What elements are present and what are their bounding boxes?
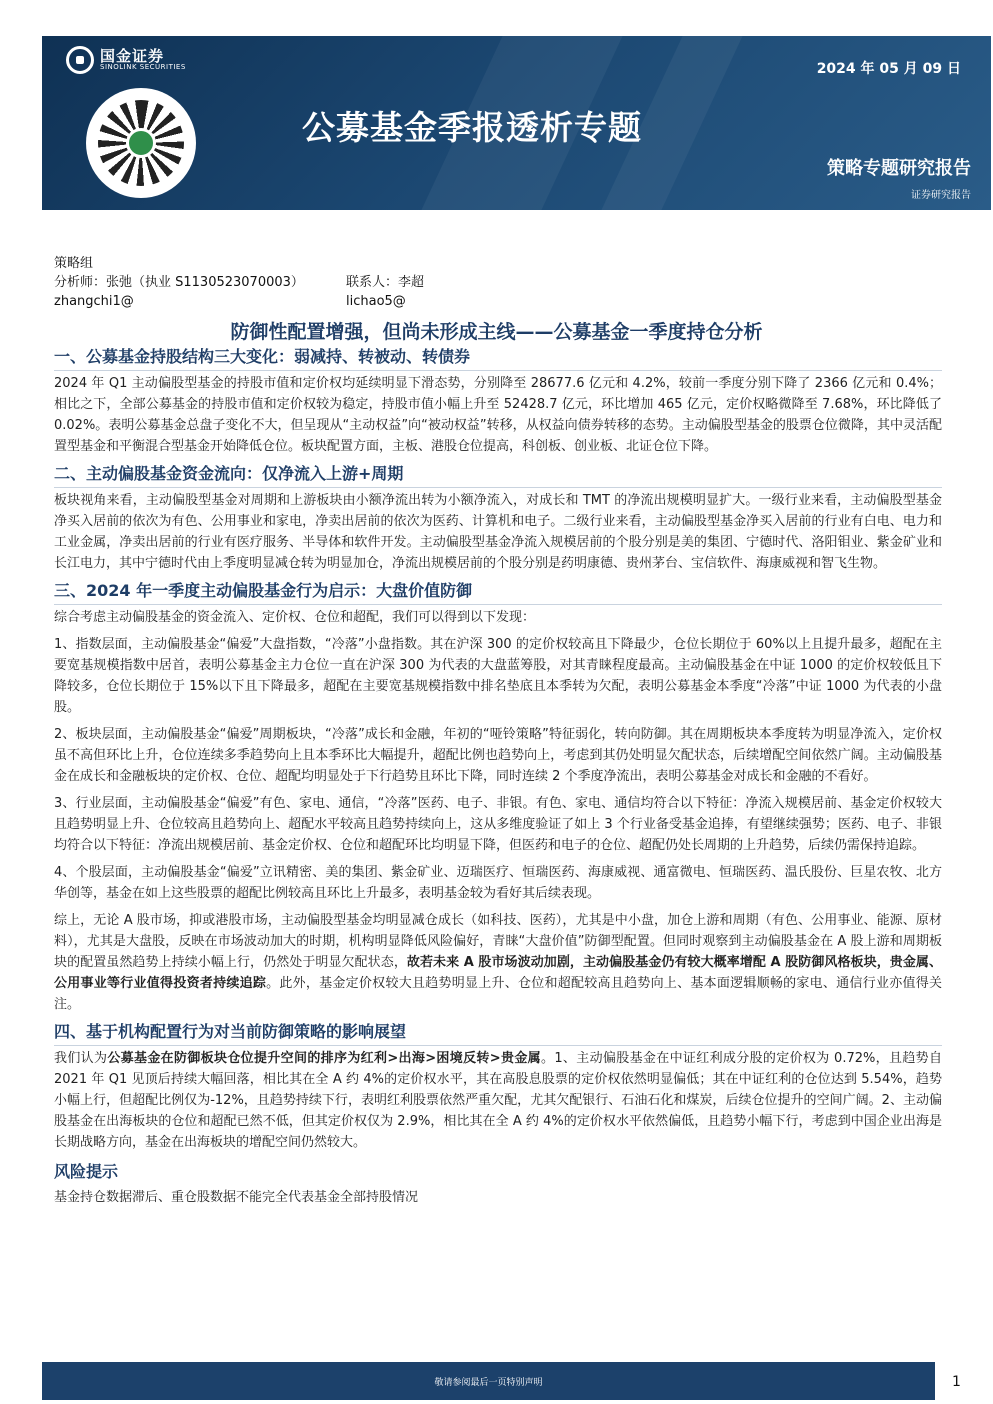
report-subtype: 证券研究报告: [911, 190, 971, 201]
report-title: 公募基金季报透析专题: [302, 108, 642, 147]
section-heading: 三、2024 年一季度主动偏股基金行为启示：大盘价值防御: [54, 580, 942, 605]
logo-mark-icon: [66, 46, 94, 74]
logo-name-cn: 国金证券: [100, 46, 165, 65]
logo-name-en: SINOLINK SECURITIES: [100, 63, 186, 72]
analyst-name: 分析师：张弛（执业 S1130523070003）: [54, 275, 304, 290]
paragraph: 4、个股层面，主动偏股基金“偏爱”立讯精密、美的集团、紫金矿业、迈瑞医疗、恒瑞医药、海康威视、通富微电、恒瑞医药、温氏股份、巨星农牧、北方华创等，基金在如上这些股票的超配比例较高且环比上升最多，表明基金较为看好其后续表现。: [54, 865, 942, 901]
brand-logo: [66, 46, 186, 74]
qr-code: [86, 88, 196, 198]
section-heading: 四、基于机构配置行为对当前防御策略的影响展望: [54, 1021, 942, 1046]
outlook-paragraph: [54, 1048, 942, 1153]
paragraph: 综合考虑主动偏股基金的资金流入、定价权、仓位和超配，我们可以得到以下发现：: [54, 610, 536, 625]
outlook-highlight: 公募基金在防御板块仓位提升空间的排序为红利>出海>困境反转>贵金属: [107, 1051, 541, 1066]
header-banner: [42, 36, 991, 210]
section-heading: 一、公募基金持股结构三大变化：弱减持、转被动、转债券: [54, 346, 942, 371]
paragraph: 板块视角来看，主动偏股型基金对周期和上游板块由小额净流出转为小额净流入，对成长和 TMT 的净流出规模明显扩大。一级行业来看，主动偏股型基金净买入居前的依次为有色、公用事业和家电，净卖出居前的依次为医药、计算机和电子。二级行业来看，主动偏股型基金净买入居前的行业有白电、电力和工业金属，净卖出居前的行业有医疗服务、半导体和软件开发。主动偏股型基金净流入规模居前的个股分别是美的集团、宁德时代、洛阳钼业、紫金矿业和长江电力，其中宁德时代由上季度明显减仓转为明显加仓，净流出规模居前的个股分别是药明康德、贵州茅台、宝信软件、海康威视和智飞生物。: [54, 493, 942, 571]
paragraph: 3、行业层面，主动偏股基金“偏爱”有色、家电、通信，“冷落”医药、电子、非银。有色、家电、通信均符合以下特征：净流入规模居前、基金定价权较大且趋势明显上升、仓位较高且趋势向上、超配水平较高且趋势持续向上，这从多维度验证了如上 3 个行业备受基金追捧，有望继续强势；医药、电子、非银均符合以下特征：净流出规模居前、基金定价权、仓位和超配环比均明显下降，但医药和电子的仓位、超配仍处长周期的上升趋势，后续仍需保持追踪。: [54, 796, 942, 853]
summary-tail: 。此外，基金定价权较大且趋势明显上升、仓位和超配较高且趋势向上、基本面逻辑顺畅的家电、通信行业亦值得关注。: [54, 976, 942, 1012]
footer-disclaimer: 敬请参阅最后一页特别声明: [434, 1378, 543, 1388]
report-date: 2024 年 05 月 09 日: [816, 61, 961, 77]
summary-highlight: 故若未来 A 股市场波动加剧，主动偏股基金仍有较大概率增配 A 股防御风格板块，贵金属、公用事业等行业值得投资者持续追踪: [54, 955, 942, 991]
section-heading: 二、主动偏股基金资金流向：仅净流入上游+周期: [54, 463, 942, 488]
summary-text: 综上，无论 A 股市场，抑或港股市场，主动偏股型基金均明显减仓成长（如科技、医药），尤其是中小盘，加仓上游和周期（有色、公用事业、能源、原材料），尤其是大盘股，反映在市场波动加大的时期，机构明显降低风险偏好，青睐“大盘价值”防御型配置。但同时观察到主动偏股基金在 A 股上游和周期板块的配置虽然趋势上持续小幅上行，仍然处于明显欠配状态，: [54, 913, 942, 970]
outlook-text: 。1、主动偏股基金在中证红利成分股的定价权为 0.72%，且趋势自 2021 年 Q1 见顶后持续大幅回落，相比其在全 A 约 4%的定价权水平，其在高股息股票的定价权依然明显偏低；其在中证红利的仓位达到 5.54%，趋势小幅上行，但超配比例仅为-12%，且趋势持续下行，表明红利股票依然严重欠配，尤其欠配银行、石油石化和煤炭，后续仓位提升的空间广阔。2、主动偏股基金在出海板块的仓位和超配已然不低，但其定价权仅为 2.9%，相比其在全 A 约 4%的定价权水平依然偏低，且趋势小幅下行，考虑到中国企业出海是长期战略方向，基金在出海板块的增配空间仍然较大。: [54, 1051, 943, 1150]
risk-heading: 风险提示: [54, 1162, 119, 1181]
paragraph: 1、指数层面，主动偏股基金“偏爱”大盘指数，“冷落”小盘指数。其在沪深 300 的定价权较高且下降最少，仓位长期位于 60%以上且提升最多，超配在主要宽基规模指数中居首，表明公募基金主力仓位一直在沪深 300 为代表的大盘蓝筹股，对其青睐程度最高。主动偏股基金在中证 1000 的定价权较低且下降较多，仓位长期位于 15%以下且下降最多，超配在主要宽基规模指数中排名垫底且本季转为欠配，表明公募基金本季度“冷落”中证 1000 为代表的小盘股。: [54, 637, 942, 715]
author-group: 策略组: [54, 256, 94, 271]
contact-email: lichao5@: [346, 294, 406, 309]
risk-paragraph: 基金持仓数据滞后、重仓股数据不能完全代表基金全部持股情况: [54, 1190, 419, 1205]
report-type: 策略专题研究报告: [827, 158, 971, 179]
contact-name: 联系人：李超: [346, 275, 425, 290]
page-number: 1: [952, 1374, 961, 1390]
report-body: [54, 346, 942, 1214]
document-title: 防御性配置增强，但尚未形成主线——公募基金一季度持仓分析: [230, 321, 763, 343]
author-block: [54, 254, 424, 311]
paragraph: 2、板块层面，主动偏股基金“偏爱”周期板块，“冷落”成长和金融，年初的“哑铃策略”特征弱化，转向防御。其在周期板块本季度转为明显净流入，定价权虽不高但环比上升，仓位连续多季趋势向上且本季环比大幅提升，超配比例也趋势向上，考虑到其仍处明显欠配状态，后续增配空间依然广阔。主动偏股基金在成长和金融板块的定价权、仓位、超配均明显处于下行趋势且环比下降，同时连续 2 个季度净流出，表明公募基金对成长和金融的不看好。: [54, 727, 942, 784]
analyst-email: zhangchi1@: [54, 294, 134, 309]
outlook-lead: 我们认为: [54, 1051, 108, 1066]
qr-code-icon: [98, 100, 184, 186]
summary-paragraph: [54, 910, 942, 1015]
paragraph: 2024 年 Q1 主动偏股型基金的持股市值和定价权均延续明显下滑态势，分别降至 28677.6 亿元和 4.2%，较前一季度分别下降了 2366 亿元和 0.4%；相比之下，全部公募基金的持股市值和定价权较为稳定，持股市值小幅上升至 52428.7 亿元，环比增加 465 亿元，定价权略微降至 7.68%，环比降低了 0.02%。表明公募基金总盘子变化不大，但呈现从“主动权益”向“被动权益”转移，从权益向债券转移的态势。主动偏股型基金的股票仓位微降，其中灵活配置型基金和平衡混合型基金开始降低仓位。板块配置方面，主板、港股仓位提高，科创板、创业板、北证仓位下降。: [54, 376, 942, 454]
